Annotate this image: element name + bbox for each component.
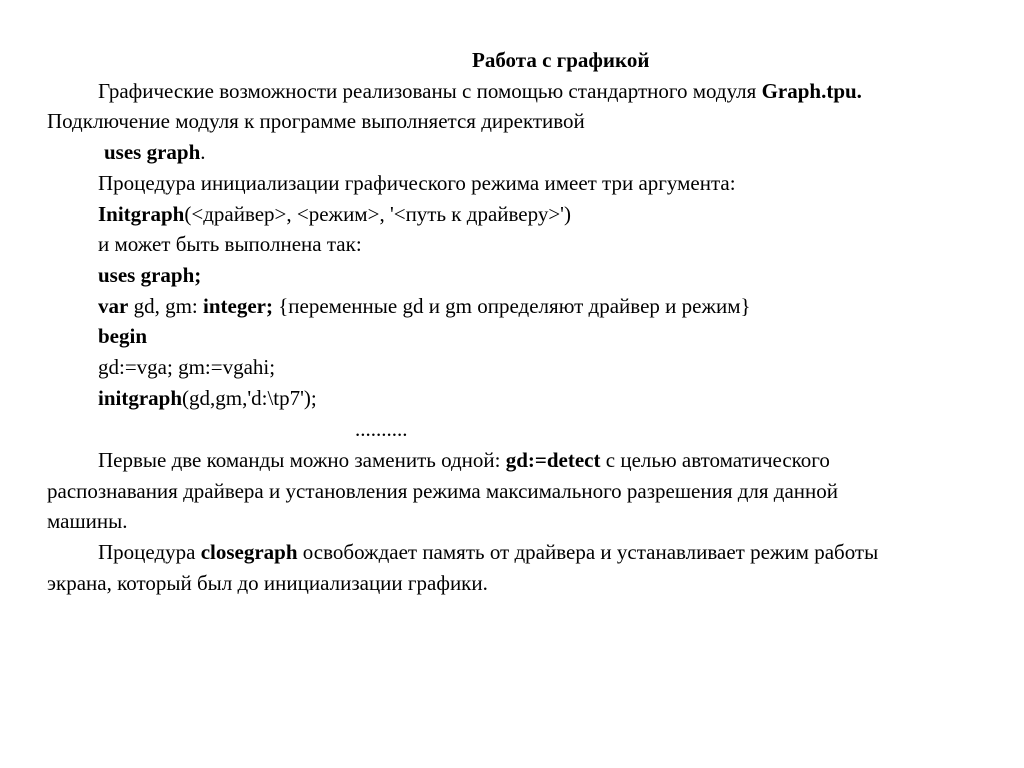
uses-directive-line	[104, 140, 206, 164]
uses-directive-period: .	[200, 140, 206, 164]
code-comment: {переменные gd и gm определяют драйвер и режим}	[272, 294, 751, 318]
paragraph-3-line-1	[98, 448, 830, 472]
paragraph-3-text-1: Первые две команды можно заменить одной:	[98, 448, 506, 472]
code-ellipsis: ..........	[355, 417, 408, 441]
paragraph-4-line-2: экрана, который был до инициализации графики.	[47, 571, 488, 595]
code-var-line	[98, 294, 751, 318]
code-initgraph-line	[98, 386, 317, 410]
code-var-names: gd, gm:	[128, 294, 203, 318]
uses-directive: uses graph	[104, 140, 201, 164]
paragraph-3-text-2: с целью автоматического	[600, 448, 830, 472]
code-begin-line	[98, 324, 147, 348]
module-name: Graph.tpu.	[761, 79, 862, 103]
paragraph-4-text-2: освобождает память от драйвера и устанавливает режим работы	[297, 540, 879, 564]
paragraph-1-line-2: Подключение модуля к программе выполняется директивой	[47, 109, 585, 133]
initgraph-keyword: Initgraph	[98, 202, 185, 226]
code-uses-line	[98, 263, 201, 287]
initgraph-signature	[98, 202, 571, 226]
code-assign-line: gd:=vga; gm:=vgahi;	[98, 355, 276, 379]
paragraph-4-line-1	[98, 540, 878, 564]
paragraph-3-line-3: машины.	[47, 509, 128, 533]
paragraph-1-text: Графические возможности реализованы с помощью стандартного модуля	[98, 79, 762, 103]
page-title: Работа с графикой	[472, 48, 650, 72]
code-uses: uses graph;	[98, 263, 202, 287]
paragraph-2: Процедура инициализации графического режима имеет три аргумента:	[98, 171, 736, 195]
paragraph-4-text-1: Процедура	[98, 540, 201, 564]
closegraph-keyword: closegraph	[200, 540, 298, 564]
may-run-text: и может быть выполнена так:	[98, 232, 362, 256]
code-var-keyword: var	[98, 294, 129, 318]
detect-keyword: gd:=detect	[505, 448, 601, 472]
paragraph-1-line-1	[98, 79, 862, 103]
code-begin-keyword: begin	[98, 324, 148, 348]
code-initgraph-args: (gd,gm,'d:\tp7');	[182, 386, 317, 410]
initgraph-arguments: (<драйвер>, <режим>, '<путь к драйверу>')	[184, 202, 571, 226]
paragraph-3-line-2: распознавания драйвера и установления режима максимального разрешения для данной	[47, 479, 839, 503]
code-initgraph-keyword: initgraph	[98, 386, 183, 410]
code-type-keyword: integer;	[203, 294, 273, 318]
